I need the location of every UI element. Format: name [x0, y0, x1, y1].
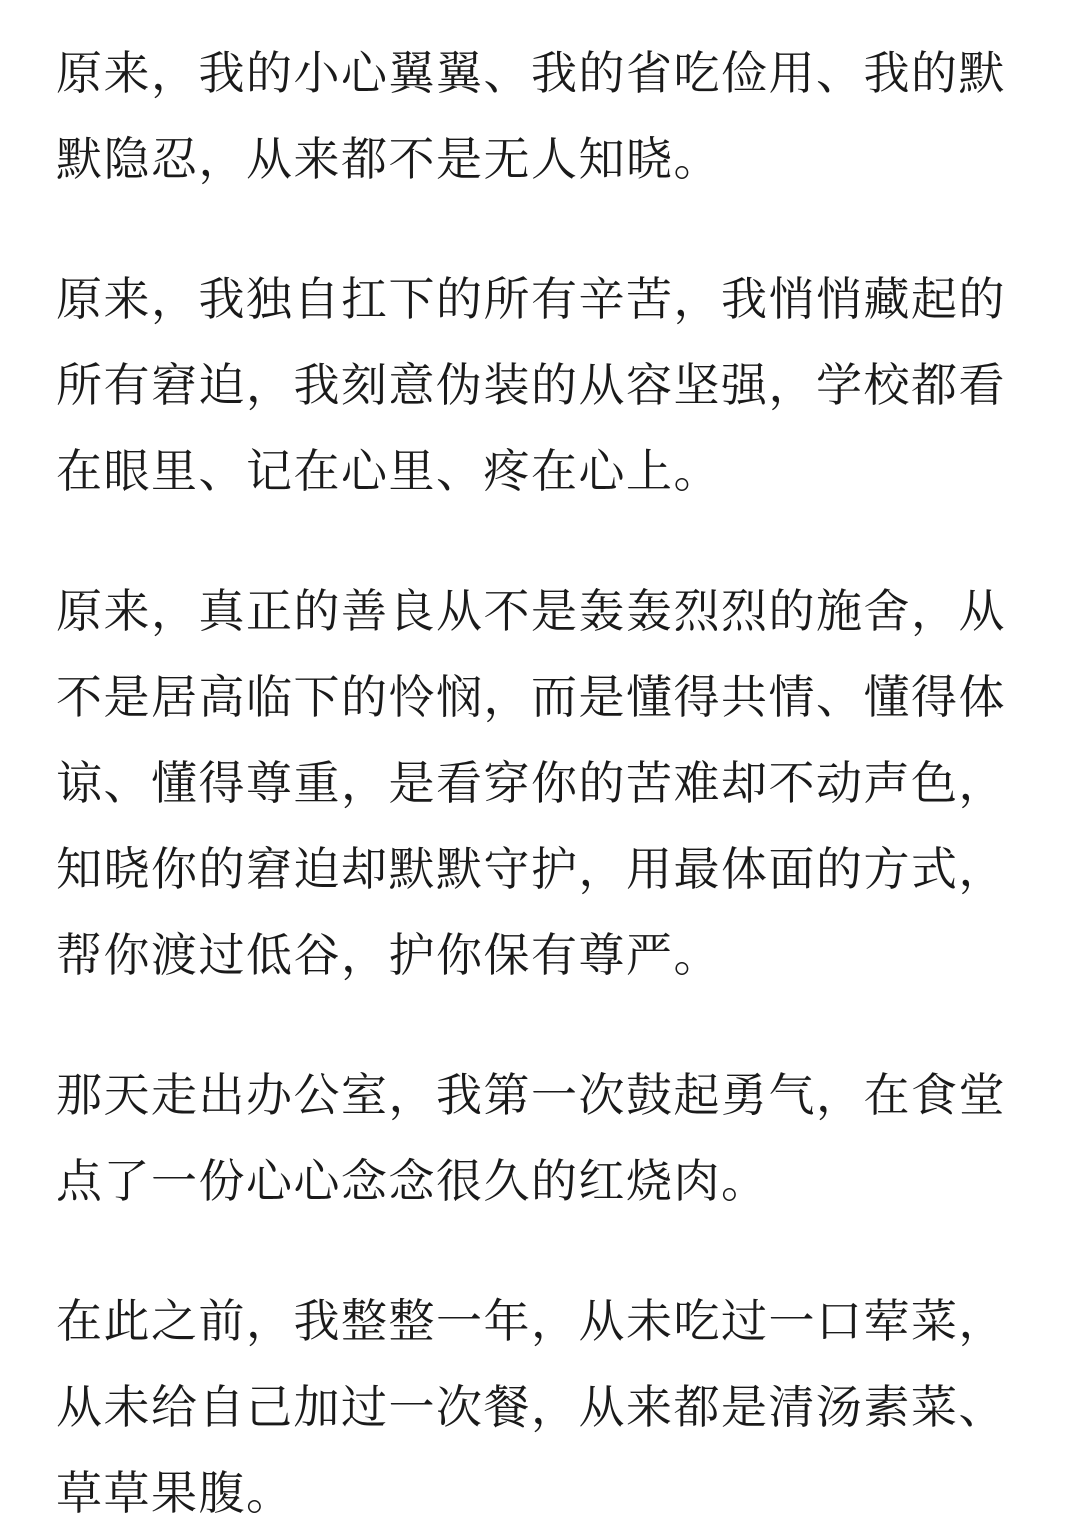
- paragraph: [56, 30, 1040, 202]
- paragraph: [56, 1052, 1040, 1224]
- paragraph: [56, 568, 1040, 998]
- text-line: 从未给自己加过一次餐，从来都是清汤素菜、: [56, 1380, 1006, 1434]
- text-line: 帮你渡过低谷，护你保有尊严。: [56, 928, 721, 982]
- text-line: 谅、懂得尊重，是看穿你的苦难却不动声色，: [56, 756, 1006, 810]
- text-line: 那天走出办公室，我第一次鼓起勇气，在食堂: [56, 1068, 1006, 1122]
- text-line: 知晓你的窘迫却默默守护，用最体面的方式，: [56, 842, 1006, 896]
- text-line: 原来，我的小心翼翼、我的省吃俭用、我的默: [56, 46, 1006, 100]
- text-line: 默隐忍，从来都不是无人知晓。: [56, 132, 721, 186]
- text-line: 不是居高临下的怜悯，而是懂得共情、懂得体: [56, 670, 1006, 724]
- paragraph-spacer: [56, 1224, 1040, 1278]
- paragraph: [56, 1278, 1040, 1536]
- paragraph: [56, 256, 1040, 514]
- text-line: 在此之前，我整整一年，从未吃过一口荤菜，: [56, 1294, 1006, 1348]
- paragraph-spacer: [56, 514, 1040, 568]
- paragraph-spacer: [56, 202, 1040, 256]
- text-line: 所有窘迫，我刻意伪装的从容坚强，学校都看: [56, 358, 1006, 412]
- paragraph-spacer: [56, 998, 1040, 1052]
- text-line: 点了一份心心念念很久的红烧肉。: [56, 1154, 769, 1208]
- text-line: 原来，我独自扛下的所有辛苦，我悄悄藏起的: [56, 272, 1006, 326]
- text-line: 在眼里、记在心里、疼在心上。: [56, 444, 721, 498]
- text-line: 原来，真正的善良从不是轰轰烈烈的施舍，从: [56, 584, 1006, 638]
- text-line: 草草果腹。: [56, 1466, 294, 1520]
